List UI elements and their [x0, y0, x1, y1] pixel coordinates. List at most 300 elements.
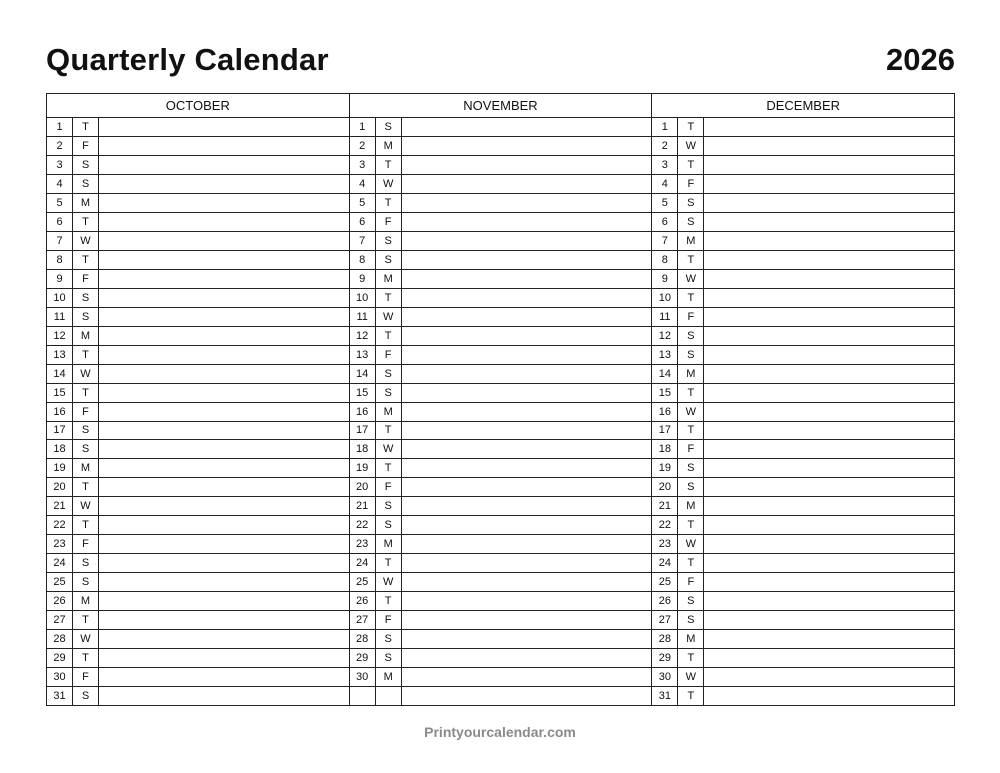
day-row [350, 251, 652, 270]
day-of-week: T [678, 384, 704, 402]
day-of-week: S [376, 384, 402, 402]
note-cell [704, 308, 954, 326]
day-of-week: T [376, 554, 402, 572]
day-of-week: M [376, 137, 402, 155]
month-header: NOVEMBER [350, 94, 652, 118]
day-of-week: W [678, 270, 704, 288]
day-number: 7 [350, 232, 376, 250]
month-column-november [350, 94, 653, 705]
note-cell [99, 459, 349, 477]
note-cell [99, 478, 349, 496]
day-row [652, 346, 954, 365]
day-row [652, 251, 954, 270]
day-of-week: W [73, 497, 99, 515]
day-row [652, 459, 954, 478]
note-cell [402, 630, 652, 648]
day-number: 17 [652, 422, 678, 440]
day-number: 5 [652, 194, 678, 212]
day-row [652, 232, 954, 251]
day-rows [652, 118, 954, 705]
note-cell [402, 668, 652, 686]
day-of-week: T [376, 422, 402, 440]
day-of-week: W [678, 403, 704, 421]
day-row [652, 422, 954, 441]
day-of-week: T [376, 459, 402, 477]
day-of-week: F [678, 573, 704, 591]
day-row [652, 440, 954, 459]
day-number: 8 [350, 251, 376, 269]
day-of-week: F [376, 611, 402, 629]
day-of-week: M [376, 535, 402, 553]
day-of-week: F [73, 137, 99, 155]
day-of-week: F [376, 346, 402, 364]
day-row [47, 213, 349, 232]
day-number: 9 [652, 270, 678, 288]
day-number: 13 [652, 346, 678, 364]
day-row [652, 649, 954, 668]
note-cell [402, 535, 652, 553]
day-number: 21 [350, 497, 376, 515]
note-cell [402, 289, 652, 307]
day-of-week: F [678, 440, 704, 458]
day-of-week: S [73, 573, 99, 591]
day-number: 26 [47, 592, 73, 610]
note-cell [99, 175, 349, 193]
day-number: 13 [350, 346, 376, 364]
day-row [350, 592, 652, 611]
day-number: 18 [652, 440, 678, 458]
day-row [350, 213, 652, 232]
day-number: 20 [47, 478, 73, 496]
day-row [350, 118, 652, 137]
day-number: 1 [350, 118, 376, 136]
note-cell [704, 592, 954, 610]
day-rows [47, 118, 349, 705]
note-cell [99, 687, 349, 705]
day-row [47, 630, 349, 649]
day-of-week: S [678, 346, 704, 364]
day-row [652, 137, 954, 156]
day-of-week: S [73, 289, 99, 307]
note-cell [402, 649, 652, 667]
day-number: 8 [652, 251, 678, 269]
day-number: 19 [350, 459, 376, 477]
day-row [652, 668, 954, 687]
day-row [652, 213, 954, 232]
day-of-week: T [678, 422, 704, 440]
note-cell [402, 270, 652, 288]
day-number: 12 [652, 327, 678, 345]
day-number: 10 [350, 289, 376, 307]
note-cell [99, 251, 349, 269]
day-row [47, 175, 349, 194]
day-number: 26 [350, 592, 376, 610]
note-cell [402, 687, 652, 705]
day-row [652, 156, 954, 175]
note-cell [99, 327, 349, 345]
day-of-week: T [678, 156, 704, 174]
day-row [47, 687, 349, 705]
day-number: 4 [652, 175, 678, 193]
day-of-week: M [678, 497, 704, 515]
day-row [350, 289, 652, 308]
note-cell [99, 497, 349, 515]
day-row [652, 497, 954, 516]
day-number: 20 [350, 478, 376, 496]
note-cell [402, 365, 652, 383]
note-cell [99, 308, 349, 326]
day-of-week: S [678, 213, 704, 231]
day-number: 29 [350, 649, 376, 667]
day-of-week: W [678, 535, 704, 553]
day-number: 30 [652, 668, 678, 686]
day-number: 21 [652, 497, 678, 515]
day-row [47, 270, 349, 289]
note-cell [99, 535, 349, 553]
day-of-week: T [678, 516, 704, 534]
day-of-week: T [678, 118, 704, 136]
day-number: 11 [652, 308, 678, 326]
note-cell [402, 308, 652, 326]
note-cell [99, 289, 349, 307]
day-number: 27 [652, 611, 678, 629]
note-cell [99, 270, 349, 288]
day-number: 18 [350, 440, 376, 458]
day-of-week: M [73, 327, 99, 345]
note-cell [402, 327, 652, 345]
note-cell [99, 365, 349, 383]
day-row [652, 365, 954, 384]
note-cell [704, 478, 954, 496]
day-number: 11 [47, 308, 73, 326]
day-of-week: W [73, 630, 99, 648]
day-of-week: S [376, 516, 402, 534]
day-of-week: T [376, 194, 402, 212]
day-row [47, 516, 349, 535]
day-number: 11 [350, 308, 376, 326]
note-cell [99, 346, 349, 364]
note-cell [402, 592, 652, 610]
note-cell [99, 649, 349, 667]
day-number: 15 [350, 384, 376, 402]
note-cell [704, 327, 954, 345]
note-cell [704, 403, 954, 421]
day-of-week: S [376, 630, 402, 648]
day-number: 1 [47, 118, 73, 136]
day-row [652, 630, 954, 649]
note-cell [704, 346, 954, 364]
day-number: 14 [350, 365, 376, 383]
day-of-week: F [73, 403, 99, 421]
note-cell [704, 535, 954, 553]
day-row [652, 327, 954, 346]
day-row [47, 251, 349, 270]
note-cell [402, 516, 652, 534]
day-row [47, 156, 349, 175]
note-cell [704, 156, 954, 174]
month-header: DECEMBER [652, 94, 954, 118]
note-cell [704, 137, 954, 155]
day-number: 6 [47, 213, 73, 231]
day-row [47, 365, 349, 384]
day-number: 24 [350, 554, 376, 572]
day-number [350, 687, 376, 705]
day-of-week: T [73, 213, 99, 231]
note-cell [99, 668, 349, 686]
day-number: 17 [47, 422, 73, 440]
day-number: 25 [47, 573, 73, 591]
day-number: 30 [47, 668, 73, 686]
day-row [652, 194, 954, 213]
day-number: 25 [350, 573, 376, 591]
day-number: 20 [652, 478, 678, 496]
day-row [47, 668, 349, 687]
day-row [652, 289, 954, 308]
note-cell [402, 175, 652, 193]
day-of-week: S [376, 118, 402, 136]
day-of-week: M [376, 403, 402, 421]
day-of-week: W [376, 175, 402, 193]
day-of-week: W [376, 308, 402, 326]
day-of-week: S [73, 554, 99, 572]
day-number: 6 [350, 213, 376, 231]
day-of-week: F [73, 270, 99, 288]
note-cell [402, 346, 652, 364]
note-cell [402, 422, 652, 440]
day-row [350, 440, 652, 459]
day-row [350, 232, 652, 251]
day-of-week: T [678, 554, 704, 572]
month-column-december [652, 94, 954, 705]
day-row [47, 384, 349, 403]
day-row [47, 118, 349, 137]
day-number: 16 [652, 403, 678, 421]
day-row [350, 384, 652, 403]
day-number: 16 [47, 403, 73, 421]
day-number: 2 [47, 137, 73, 155]
day-row [47, 422, 349, 441]
day-number: 23 [350, 535, 376, 553]
note-cell [704, 384, 954, 402]
day-number: 16 [350, 403, 376, 421]
year-label: 2026 [886, 42, 955, 77]
day-of-week: S [73, 422, 99, 440]
day-row [47, 573, 349, 592]
day-number: 22 [47, 516, 73, 534]
day-of-week: F [73, 535, 99, 553]
day-of-week: W [376, 440, 402, 458]
note-cell [704, 573, 954, 591]
note-cell [704, 422, 954, 440]
day-row [652, 478, 954, 497]
note-cell [99, 156, 349, 174]
day-number: 21 [47, 497, 73, 515]
day-of-week: T [73, 384, 99, 402]
note-cell [704, 289, 954, 307]
note-cell [704, 687, 954, 705]
note-cell [704, 213, 954, 231]
day-of-week: W [73, 365, 99, 383]
day-number: 10 [652, 289, 678, 307]
day-row [652, 118, 954, 137]
day-of-week: S [376, 497, 402, 515]
day-of-week: T [678, 649, 704, 667]
day-number: 29 [47, 649, 73, 667]
day-number: 5 [350, 194, 376, 212]
day-number: 3 [47, 156, 73, 174]
day-number: 6 [652, 213, 678, 231]
note-cell [402, 478, 652, 496]
day-row [652, 611, 954, 630]
day-row [652, 308, 954, 327]
day-row [47, 554, 349, 573]
day-of-week: S [376, 649, 402, 667]
day-number: 27 [47, 611, 73, 629]
day-number: 30 [350, 668, 376, 686]
day-number: 22 [350, 516, 376, 534]
note-cell [402, 118, 652, 136]
day-of-week: S [678, 478, 704, 496]
day-row [350, 346, 652, 365]
day-row [47, 478, 349, 497]
day-number: 28 [652, 630, 678, 648]
day-number: 5 [47, 194, 73, 212]
note-cell [704, 440, 954, 458]
day-number: 9 [47, 270, 73, 288]
day-row [47, 611, 349, 630]
day-of-week: S [678, 611, 704, 629]
note-cell [99, 592, 349, 610]
day-rows [350, 118, 652, 705]
day-row [350, 573, 652, 592]
day-row [350, 535, 652, 554]
day-of-week: T [376, 156, 402, 174]
day-row [350, 478, 652, 497]
day-number: 1 [652, 118, 678, 136]
day-of-week: S [376, 232, 402, 250]
note-cell [704, 668, 954, 686]
note-cell [402, 213, 652, 231]
day-row [350, 156, 652, 175]
day-number: 31 [47, 687, 73, 705]
day-number: 3 [350, 156, 376, 174]
note-cell [402, 459, 652, 477]
note-cell [704, 194, 954, 212]
day-number: 7 [652, 232, 678, 250]
day-row [47, 535, 349, 554]
day-row [350, 687, 652, 705]
day-row [47, 497, 349, 516]
day-number: 19 [652, 459, 678, 477]
month-column-october [47, 94, 350, 705]
day-of-week: S [73, 308, 99, 326]
note-cell [402, 137, 652, 155]
day-of-week: M [678, 365, 704, 383]
day-row [652, 270, 954, 289]
day-of-week: T [73, 516, 99, 534]
day-row [47, 346, 349, 365]
day-of-week: T [376, 327, 402, 345]
day-of-week: T [376, 289, 402, 307]
note-cell [402, 384, 652, 402]
day-number: 2 [652, 137, 678, 155]
note-cell [402, 194, 652, 212]
note-cell [704, 175, 954, 193]
day-row [350, 630, 652, 649]
day-row [350, 365, 652, 384]
day-row [47, 137, 349, 156]
day-number: 3 [652, 156, 678, 174]
day-row [652, 384, 954, 403]
day-row [47, 403, 349, 422]
note-cell [704, 516, 954, 534]
day-row [47, 592, 349, 611]
day-of-week: F [678, 308, 704, 326]
day-of-week: W [678, 137, 704, 155]
day-number: 27 [350, 611, 376, 629]
day-row [350, 668, 652, 687]
day-of-week: W [678, 668, 704, 686]
day-number: 14 [47, 365, 73, 383]
day-number: 10 [47, 289, 73, 307]
day-of-week: T [678, 289, 704, 307]
note-cell [402, 403, 652, 421]
note-cell [99, 384, 349, 402]
day-row [652, 403, 954, 422]
day-number: 31 [652, 687, 678, 705]
day-row [350, 194, 652, 213]
day-of-week: S [678, 459, 704, 477]
day-row [350, 611, 652, 630]
day-of-week: T [678, 251, 704, 269]
day-row [350, 516, 652, 535]
day-row [47, 440, 349, 459]
day-row [350, 403, 652, 422]
note-cell [99, 194, 349, 212]
note-cell [99, 213, 349, 231]
page-title: Quarterly Calendar [46, 42, 329, 77]
note-cell [704, 497, 954, 515]
day-row [47, 308, 349, 327]
day-number: 4 [47, 175, 73, 193]
day-of-week: T [73, 611, 99, 629]
day-number: 23 [652, 535, 678, 553]
day-of-week: T [678, 687, 704, 705]
day-number: 24 [652, 554, 678, 572]
day-row [350, 175, 652, 194]
day-row [350, 459, 652, 478]
day-row [47, 327, 349, 346]
day-of-week: S [376, 251, 402, 269]
day-row [652, 573, 954, 592]
day-of-week: S [678, 327, 704, 345]
note-cell [402, 497, 652, 515]
day-of-week: M [376, 270, 402, 288]
note-cell [402, 554, 652, 572]
note-cell [99, 422, 349, 440]
day-number: 26 [652, 592, 678, 610]
day-of-week: M [73, 459, 99, 477]
day-number: 12 [47, 327, 73, 345]
day-of-week: T [73, 478, 99, 496]
day-of-week: S [73, 156, 99, 174]
day-of-week: S [73, 175, 99, 193]
day-number: 17 [350, 422, 376, 440]
note-cell [402, 440, 652, 458]
day-number: 18 [47, 440, 73, 458]
note-cell [704, 630, 954, 648]
footer-site-name: Printyourcalendar.com [424, 724, 576, 740]
